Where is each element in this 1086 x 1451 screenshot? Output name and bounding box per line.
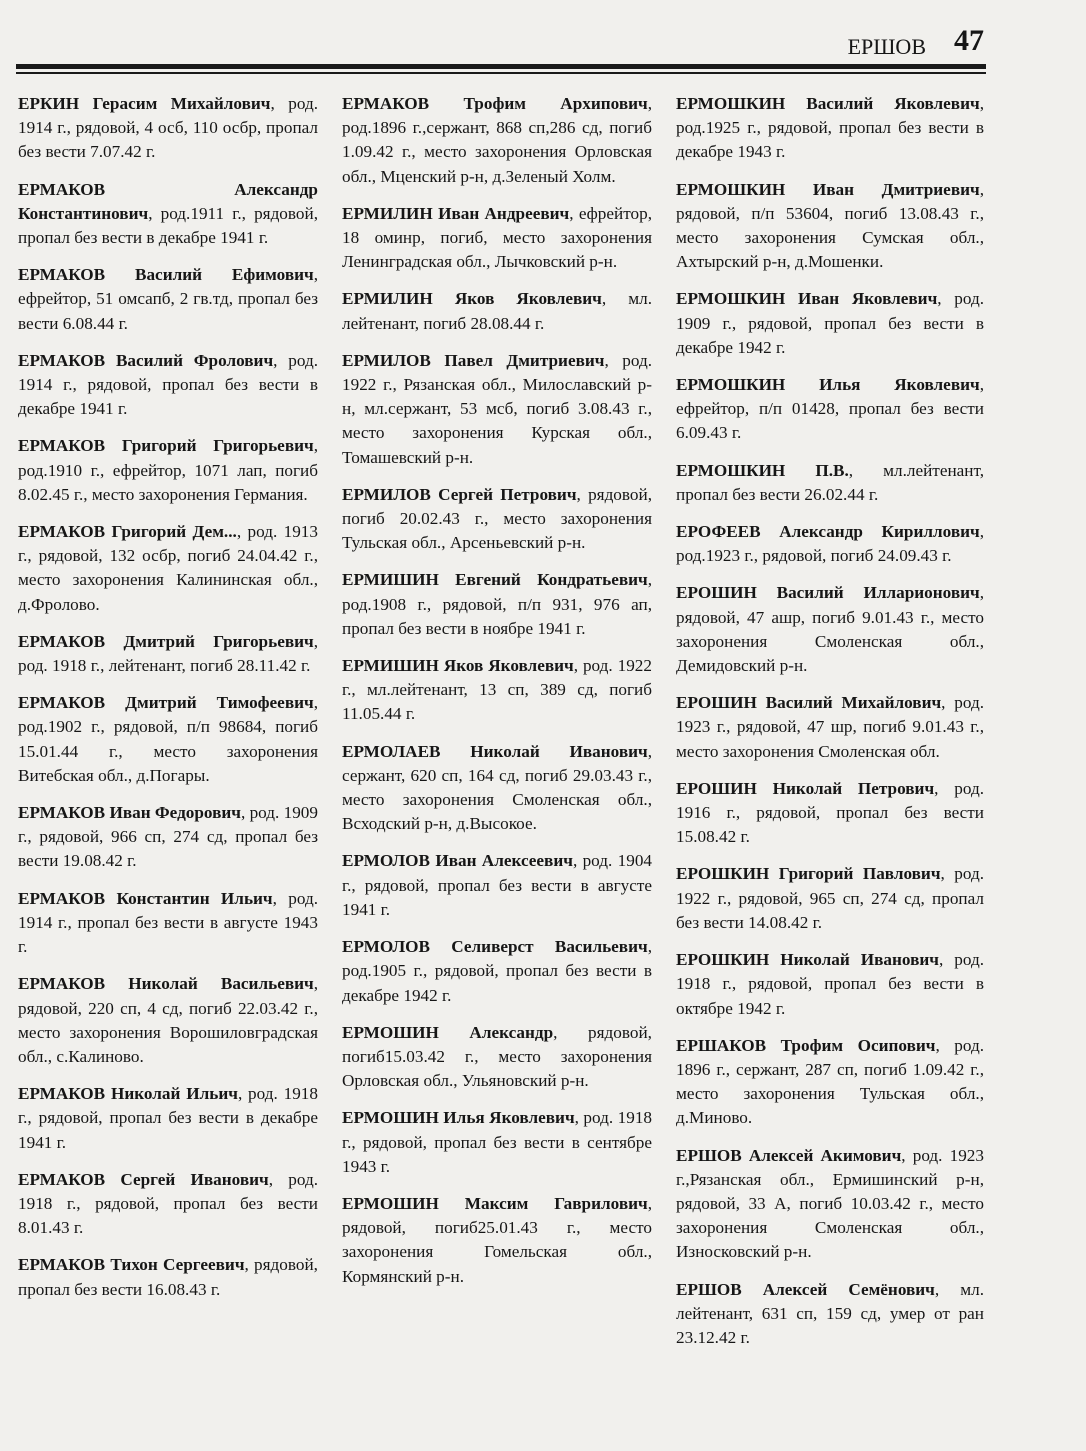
entry-name: ЕРМОШКИН П.В. — [676, 460, 849, 480]
entry-details: , род. 1923 г.,Рязанская обл., Ермишинский р-н, рядовой, 33 А, погиб 10.03.42 г., место захоронения Смоленская обл., Износковский р-н. — [676, 1145, 984, 1262]
entry-details: , рядовой, 220 сп, 4 сд, погиб 22.03.42 г., место захоронения Ворошиловградская обл., с.Калиново. — [18, 974, 318, 1066]
register-entry — [18, 887, 318, 960]
register-entry — [342, 287, 652, 335]
entry-details: , род.1908 г., рядовой, п/п 931, 976 ап, пропал без вести в ноябре 1941 г. — [342, 570, 652, 638]
entry-details: , род. 1914 г., рядовой, пропал без вести в декабре 1941 г. — [18, 350, 318, 419]
register-entry — [676, 1034, 984, 1131]
register-entry — [18, 1168, 318, 1241]
entry-name: ЕРКИН Герасим Михайлович — [18, 94, 271, 113]
entry-name: ЕРМОЛАЕВ Николай Иванович — [342, 741, 648, 761]
entry-details: , род.1910 г., ефрейтор, 1071 лап, погиб 8.02.45 г., место захоронения Германия. — [18, 436, 318, 504]
register-entry — [342, 483, 652, 556]
entry-details: , род. 1914 г., рядовой, 4 осб, 110 осбр, пропал без вести 7.07.42 г. — [18, 94, 319, 162]
register-entry — [18, 801, 318, 874]
entry-name: ЕРОШКИН Николай Иванович — [676, 950, 939, 970]
entry-name: ЕРМАКОВ Дмитрий Григорьевич — [18, 631, 314, 651]
column-1 — [18, 92, 318, 1315]
entry-name: ЕРМИЛОВ Павел Дмитриевич — [342, 350, 605, 370]
entry-name: ЕРОШИН Василий Михайлович — [676, 693, 942, 713]
entry-details: , род. 1922 г., Рязанская обл., Милославский р-н, мл.сержант, 53 мсб, погиб 3.08.43 г., место захоронения Курская обл., Томашевский р-н. — [342, 350, 652, 467]
entry-details: , род. 1918 г., рядовой, пропал без вести в октябре 1942 г. — [676, 950, 985, 1018]
register-entry — [676, 1144, 984, 1265]
entry-name: ЕРМАКОВ Василий Фролович — [18, 350, 274, 370]
column-2 — [342, 92, 652, 1302]
entry-details: , род. 1918 г., рядовой, пропал без вести 8.01.43 г. — [18, 1169, 319, 1238]
entry-details: , род.1896 г.,сержант, 868 сп,286 сд, погиб 1.09.42 г., место захоронения Орловская обл., Мценский р-н, д.Зеленый Холм. — [342, 94, 652, 186]
entry-name: ЕРМИЛИН Яков Яковлевич — [342, 289, 602, 309]
register-entry — [18, 972, 318, 1069]
page-number: 47 — [954, 24, 984, 57]
column-3 — [676, 92, 984, 1363]
entry-name: ЕРМАКОВ Тихон Сергеевич — [18, 1255, 245, 1275]
header-rule-thin — [16, 72, 986, 74]
entry-details: , род. 1909 г., рядовой, пропал без вести в декабре 1942 г. — [676, 289, 984, 357]
entry-details: , рядовой, пропал без вести 16.08.43 г. — [18, 1255, 318, 1299]
entry-details: , род. 1913 г., рядовой, 132 осбр, погиб 24.04.42 г., место захоронения Калининская обл., д.Фролово. — [18, 522, 318, 614]
register-entry — [342, 935, 652, 1008]
entry-details: , род. 1914 г., пропал без вести в августе 1943 г. — [18, 888, 319, 957]
entry-details: , рядовой, п/п 53604, погиб 13.08.43 г., место захоронения Сумская обл., Ахтырский р-н, д.Мошенки. — [676, 179, 984, 272]
entry-name: ЕРОШИН Николай Петрович — [676, 778, 935, 798]
entry-details: , род.1911 г., рядовой, пропал без вести в декабре 1941 г. — [18, 203, 318, 248]
entry-name: ЕРМОШИН Максим Гаврилович — [342, 1193, 648, 1213]
entry-name: ЕРОШКИН Григорий Павлович — [676, 864, 941, 884]
register-entry — [342, 740, 652, 837]
register-entry — [676, 459, 984, 507]
entry-name: ЕРМОШИН Илья Яковлевич — [342, 1108, 575, 1128]
entry-details: , род.1925 г., рядовой, пропал без вести в декабре 1943 г. — [676, 94, 984, 162]
entry-name: ЕРМАКОВ Николай Васильевич — [18, 974, 314, 994]
entry-name: ЕРМОЛОВ Селиверст Васильевич — [342, 937, 648, 957]
entry-name: ЕРШОВ Алексей Семёнович — [676, 1279, 935, 1299]
entry-details: , рядовой, 47 ашр, погиб 9.01.43 г., место захоронения Смоленская обл., Демидовский р-н. — [676, 583, 984, 676]
page-header — [16, 24, 986, 74]
register-entry — [342, 1021, 652, 1094]
entry-name: ЕРМАКОВ Николай Ильич — [18, 1084, 238, 1104]
register-entry — [676, 691, 984, 764]
entry-details: , мл. лейтенант, 631 сп, 159 сд, умер от ран 23.12.42 г. — [676, 1279, 984, 1347]
register-entry — [18, 349, 318, 422]
entry-name: ЕРОФЕЕВ Александр Кириллович — [676, 522, 980, 542]
entry-details: , род. 1922 г., мл.лейтенант, 13 сп, 389 сд, погиб 11.05.44 г. — [342, 656, 652, 724]
entry-details: , сержант, 620 сп, 164 сд, погиб 29.03.43 г., место захоронения Смоленская обл., Всходский р-н, д.Высокое. — [342, 741, 652, 834]
register-entry — [676, 92, 984, 165]
header-rule-thick — [16, 64, 986, 69]
entry-name: ЕРМАКОВ Иван Федорович — [18, 803, 241, 823]
entry-details: , ефрейтор, п/п 01428, пропал без вести 6.09.43 г. — [676, 375, 984, 443]
entry-name: ЕРМАКОВ Дмитрий Тимофеевич — [18, 693, 314, 713]
entry-name: ЕРШОВ Алексей Акимович — [676, 1145, 902, 1165]
register-entry — [342, 568, 652, 641]
register-entry — [18, 1253, 318, 1301]
entry-details: , род. 1896 г., сержант, 287 сп, погиб 1.09.42 г., место захоронения Тульская обл., д.Миново. — [676, 1035, 984, 1128]
register-entry — [676, 581, 984, 678]
register-entry — [676, 287, 984, 360]
entry-details: , род. 1909 г., рядовой, 966 сп, 274 сд, пропал без вести 19.08.42 г. — [18, 803, 318, 871]
running-head: ЕРШОВ — [847, 34, 926, 59]
register-entry — [676, 178, 984, 275]
entry-name: ЕРМИЛИН Иван Андреевич — [342, 203, 570, 223]
register-entry — [342, 92, 652, 189]
register-entry — [18, 434, 318, 507]
entry-details: , мл. лейтенант, погиб 28.08.44 г. — [342, 289, 652, 333]
register-entry — [676, 948, 984, 1021]
entry-name: ЕРМАКОВ Григорий Григорьевич — [18, 436, 314, 456]
register-entry — [18, 1082, 318, 1155]
register-entry — [342, 1106, 652, 1179]
entry-details: , род. 1918 г., лейтенант, погиб 28.11.42 г. — [18, 631, 318, 676]
entry-name: ЕРМОЛОВ Иван Алексеевич — [342, 851, 573, 871]
register-entry — [342, 1192, 652, 1289]
entry-details: , ефрейтор, 51 омсапб, 2 гв.тд, пропал без вести 6.08.44 г. — [18, 265, 318, 333]
entry-name: ЕРМОШИН Александр — [342, 1022, 554, 1042]
entry-name: ЕРМОШКИН Иван Яковлевич — [676, 289, 938, 309]
register-entry — [676, 1278, 984, 1351]
entry-name: ЕРМОШКИН Илья Яковлевич — [676, 375, 980, 395]
entry-details: , рядовой, погиб 20.02.43 г., место захоронения Тульская обл., Арсеньевский р-н. — [342, 484, 652, 553]
register-entry — [18, 178, 318, 251]
entry-details: , мл.лейтенант, пропал без вести 26.02.44 г. — [676, 460, 984, 504]
register-entry — [676, 777, 984, 850]
register-entry — [342, 654, 652, 727]
entry-details: , род.1902 г., рядовой, п/п 98684, погиб 15.01.44 г., место захоронения Витебская обл., д.Погары. — [18, 693, 318, 785]
register-entry — [18, 263, 318, 336]
register-entry — [18, 92, 318, 165]
entry-name: ЕРМАКОВ Василий Ефимович — [18, 265, 314, 285]
entry-name: ЕРМОШКИН Иван Дмитриевич — [676, 179, 980, 199]
register-entry — [676, 862, 984, 935]
entry-details: , род. 1904 г., рядовой, пропал без вести в августе 1941 г. — [342, 851, 653, 919]
entry-name: ЕРМАКОВ Сергей Иванович — [18, 1169, 269, 1189]
register-entry — [18, 691, 318, 788]
register-entry — [342, 349, 652, 470]
entry-details: , рядовой, погиб15.03.42 г., место захоронения Орловская обл., Ульяновский р-н. — [342, 1022, 652, 1091]
entry-details: , род. 1922 г., рядовой, 965 сп, 274 сд, пропал без вести 14.08.42 г. — [676, 864, 984, 932]
entry-details: , род.1923 г., рядовой, погиб 24.09.43 г. — [676, 522, 984, 566]
entry-details: , род.1905 г., рядовой, пропал без вести в декабре 1942 г. — [342, 937, 652, 1005]
register-entry — [342, 849, 652, 922]
register-entry — [676, 373, 984, 446]
entry-name: ЕРШАКОВ Трофим Осипович — [676, 1035, 936, 1055]
entry-details: , род. 1923 г., рядовой, 47 шр, погиб 9.01.43 г., место захоронения Смоленская обл. — [676, 693, 985, 761]
entry-name: ЕРМАКОВ Трофим Архипович — [342, 94, 648, 113]
entry-name: ЕРМАКОВ Григорий Дем... — [18, 522, 237, 542]
register-entry — [342, 202, 652, 275]
entry-details: , род. 1918 г., рядовой, пропал без вести в декабре 1941 г. — [18, 1084, 318, 1152]
entry-details: , ефрейтор, 18 оминр, погиб, место захоронения Ленинградская обл., Лычковский р-н. — [342, 203, 652, 272]
register-entry — [18, 630, 318, 678]
register-entry — [676, 520, 984, 568]
entry-details: , род. 1916 г., рядовой, пропал без вести 15.08.42 г. — [676, 778, 984, 847]
register-entry — [18, 520, 318, 617]
entry-details: , рядовой, погиб25.01.43 г., место захоронения Гомельская обл., Кормянский р-н. — [342, 1193, 652, 1286]
entry-name: ЕРМАКОВ Александр Константинович — [18, 179, 318, 223]
entry-name: ЕРОШИН Василий Илларионович — [676, 583, 980, 603]
entry-name: ЕРМИШИН Евгений Кондратьевич — [342, 570, 648, 590]
entry-name: ЕРМОШКИН Василий Яковлевич — [676, 94, 980, 113]
entry-details: , род. 1918 г., рядовой, пропал без вести в сентябре 1943 г. — [342, 1108, 653, 1176]
entry-name: ЕРМИЛОВ Сергей Петрович — [342, 484, 577, 504]
entry-name: ЕРМАКОВ Константин Ильич — [18, 888, 273, 908]
entry-name: ЕРМИШИН Яков Яковлевич — [342, 656, 574, 676]
